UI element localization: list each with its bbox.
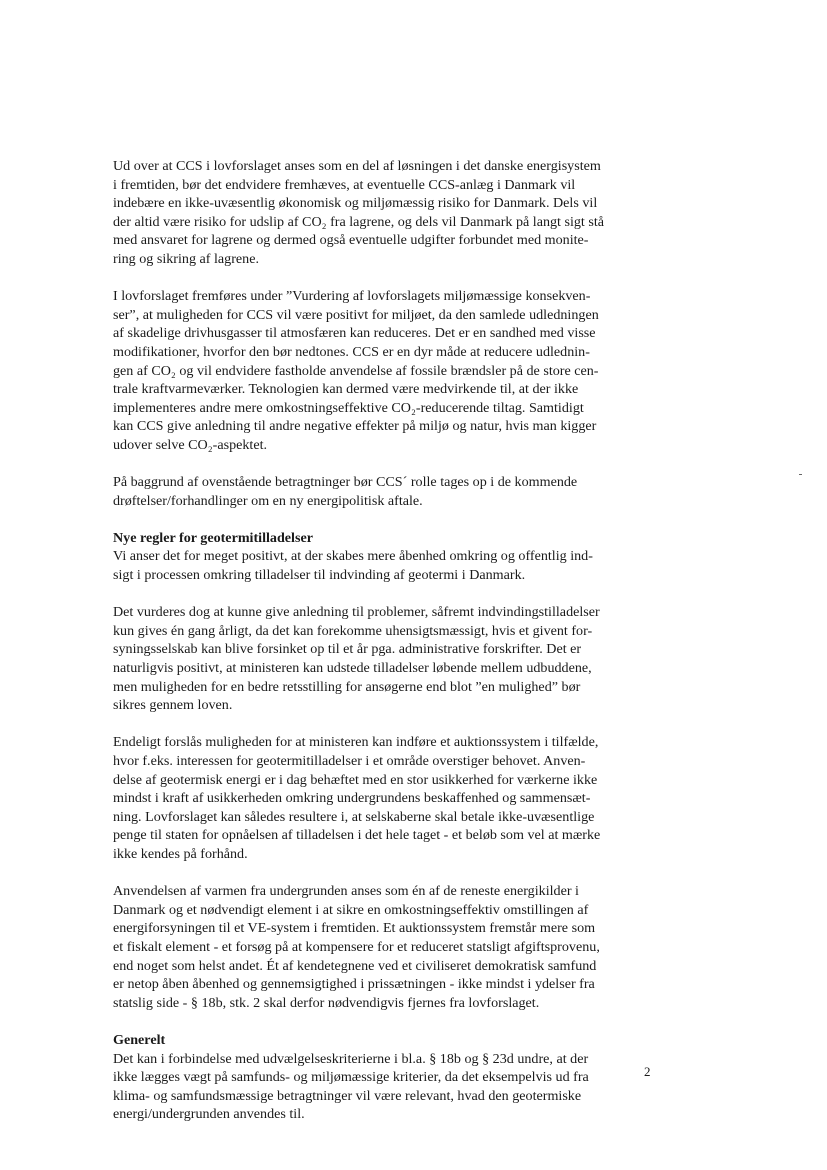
- text-line: med ansvaret for lagrene og dermed også eventuelle udgifter forbundet med monite-: [113, 232, 589, 249]
- text-line: Ud over at CCS i lovforslaget anses som en del af løsningen i det danske energisystem: [113, 158, 601, 174]
- text-line: Danmark og et nødvendigt element i at sikre en omkostningseffektiv omstillingen af: [113, 901, 589, 918]
- paragraph-permits-yearly: [113, 603, 609, 715]
- paragraph-ccs-role: [113, 473, 609, 510]
- text-line: energi/undergrunden anvendes til.: [113, 1106, 305, 1123]
- text-line: energiforsyningen til et VE-system i fremtiden. Et auktionssystem fremstår mere som: [113, 920, 596, 937]
- text-line: ser”, at muligheden for CCS vil være positivt for miljøet, da den samlede udledningen: [113, 306, 599, 323]
- text-line: sikres gennem loven.: [113, 697, 233, 714]
- section-general: [113, 1031, 609, 1124]
- text-line: klima- og samfundsmæssige betragtninger vil være relevant, hvad den geotermiske: [113, 1087, 582, 1104]
- text-line: men muligheden for en bedre retsstilling for ansøgerne end blot ”en mulighed” bør: [113, 678, 581, 695]
- paragraph-heat-underground: [113, 882, 609, 1012]
- text-line: mindst i kraft af usikkerheden omkring undergrundens beskaffenhed og sammensæt-: [113, 790, 591, 807]
- text-line: i fremtiden, bør det endvidere fremhæves, at eventuelle CCS-anlæg i Danmark vil: [113, 176, 576, 193]
- text-line: drøftelser/forhandlinger om en ny energipolitisk aftale.: [113, 492, 423, 509]
- paragraph-auction-system: [113, 733, 609, 863]
- text-line: er netop åben åbenhed og gennemsigtighed i prissætningen - ikke mindst i ydelser fra: [113, 976, 595, 993]
- text-line: Vi anser det for meget positivt, at der skabes mere åbenhed omkring og offentlig ind-: [113, 548, 593, 565]
- text-line: naturligvis positivt, at ministeren kan udstede tilladelser løbende mellem udbuddene,: [113, 660, 592, 677]
- page-number: 2: [644, 1064, 651, 1079]
- text-line: der altid være risiko for udslip af CO₂ fra lagrene, og dels vil Danmark på langt sigt stå: [113, 213, 605, 230]
- section-heading-geothermal: Nye regler for geotermitilladelser: [113, 529, 313, 546]
- text-line: et fiskalt element - et forsøg på at kompensere for et reduceret statsligt afgiftsprovenu,: [113, 938, 600, 955]
- text-line: statslig side - § 18b, stk. 2 skal derfor nødvendigvis fjernes fra lovforslaget.: [113, 994, 540, 1011]
- margin-mark: [799, 474, 802, 475]
- text-line: ikke lægges vægt på samfunds- og miljømæssige kriterier, da det eksempelvis ud fra: [113, 1069, 589, 1086]
- text-line: Anvendelsen af varmen fra undergrunden anses som én af de reneste energikilder i: [113, 883, 579, 900]
- text-line: ikke kendes på forhånd.: [113, 845, 248, 862]
- text-line: hvor f.eks. interessen for geotermitilladelser i et område overstiger behovet. Anven-: [113, 753, 586, 769]
- text-line: trale kraftvarmeværker. Teknologien kan dermed være medvirkende til, at der ikke: [113, 381, 579, 398]
- section-geothermal: [113, 529, 609, 585]
- paragraph-ccs-environment: [113, 287, 609, 454]
- text-line: kan CCS give anledning til andre negative effekter på miljø og natur, hvis man kigger: [113, 418, 597, 435]
- section-heading-general: Generelt: [113, 1031, 166, 1048]
- text-line: modifikationer, hvorfor den bør nedtones. CCS er en dyr måde at reducere udlednin-: [113, 343, 590, 360]
- text-line: ning. Lovforslaget kan således resultere i, at selskaberne skal betale ikke-uvæsentlige: [113, 808, 595, 825]
- text-line: gen af CO₂ og vil endvidere fastholde anvendelse af fossile brændsler på de store cen-: [113, 362, 599, 379]
- paragraph-ccs-risk: [113, 157, 609, 269]
- text-line: Endeligt forslås muligheden for at ministeren kan indføre et auktionssystem i tilfælde,: [113, 734, 599, 751]
- text-line: penge til staten for opnåelsen af tilladelsen i det hele taget - et beløb som vel at mærke: [113, 827, 601, 844]
- text-line: kun gives én gang årligt, da det kan forekomme uhensigtsmæssigt, hvis et givent for-: [113, 622, 593, 639]
- text-line: udover selve CO₂-aspektet.: [113, 436, 268, 453]
- text-line: af skadelige drivhusgasser til atmosfæren kan reduceres. Det er en sandhed med visse: [113, 325, 596, 342]
- text-line: syningsselskab kan blive forsinket op til et år pga. administrative forskrifter. Det er: [113, 641, 582, 658]
- text-line: end noget som helst andet. Ét af kendetegnene ved et civiliseret demokratisk samfund: [113, 957, 597, 974]
- text-line: implementeres andre mere omkostningseffektive CO₂-reducerende tiltag. Samtidigt: [113, 399, 584, 416]
- text-line: I lovforslaget fremføres under ”Vurdering af lovforslagets miljømæssige konsekven-: [113, 288, 591, 305]
- text-line: indebære en ikke-uvæsentlig økonomisk og miljømæssig risiko for Danmark. Dels vil: [113, 195, 598, 212]
- text-line: På baggrund af ovenstående betragtninger bør CCS´ rolle tages op i de kommende: [113, 474, 578, 491]
- text-line: delse af geotermisk energi er i dag behæftet med en stor usikkerhed for værkerne ikke: [113, 771, 598, 788]
- text-line: sigt i processen omkring tilladelser til indvinding af geotermi i Danmark.: [113, 567, 526, 584]
- text-line: Det kan i forbindelse med udvælgelseskriterierne i bl.a. § 18b og § 23d undre, at der: [113, 1050, 589, 1067]
- text-line: Det vurderes dog at kunne give anledning til problemer, såfremt indvindingstilladelser: [113, 604, 600, 621]
- document-body: [113, 157, 609, 1142]
- text-line: ring og sikring af lagrene.: [113, 250, 259, 267]
